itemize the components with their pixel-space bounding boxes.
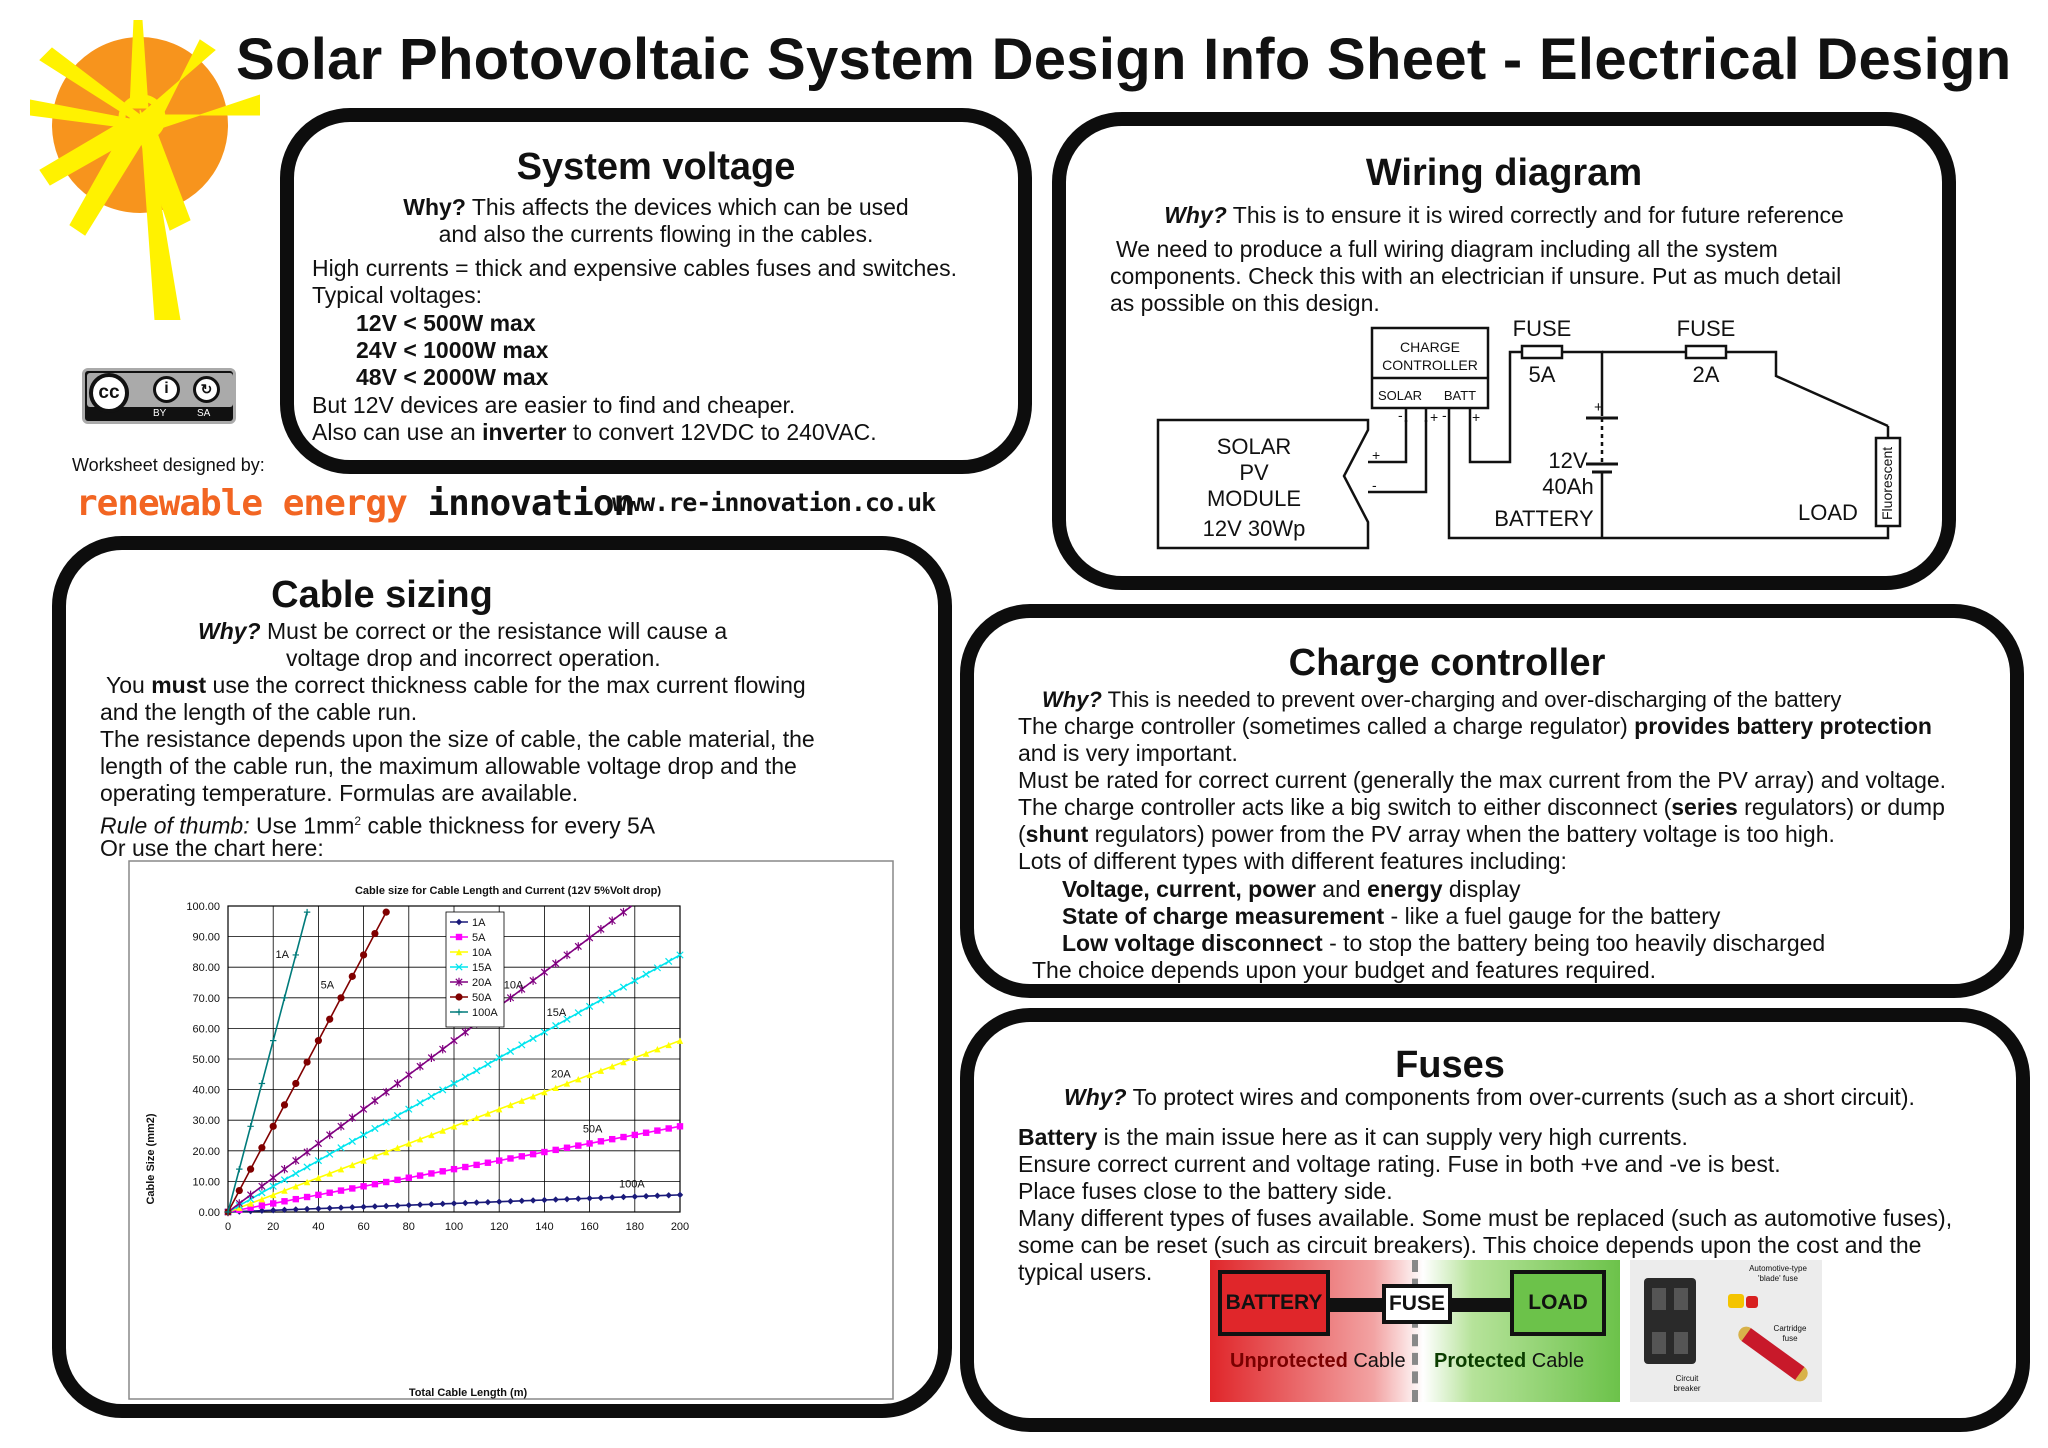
chart-point (598, 1138, 604, 1144)
fuse-placement-diagram (1210, 1260, 1620, 1402)
chart-point (270, 1123, 277, 1130)
chart-point (383, 909, 390, 916)
pv-label2: PV (1239, 460, 1269, 485)
chart-point (428, 1170, 434, 1176)
cable-res2: length of the cable run, the maximum allowable voltage drop and the (100, 753, 797, 779)
chart-point (371, 930, 378, 937)
cc-license-badge[interactable] (82, 368, 236, 424)
chart-xtick: 180 (625, 1221, 644, 1233)
chart-legend-label: 15A (472, 962, 492, 974)
voltage-48v: 48V < 2000W max (356, 364, 549, 390)
rule-of-thumb: Rule of thumb: Use $1mm^2$ cable thickness for every 5A (100, 812, 656, 839)
chart-annotation: 10A (503, 979, 524, 992)
cable-res3: operating temperature. Formulas are available. (100, 780, 579, 806)
chart-point (259, 1202, 265, 1208)
fuses-l1: Battery is the main issue here as it can supply very high currents. (1018, 1124, 1688, 1150)
chart-point (247, 1166, 254, 1173)
chart-point (632, 1132, 638, 1138)
chart-ytick: 90.00 (192, 931, 220, 944)
chart-xtick: 100 (444, 1221, 464, 1233)
fuses-l3: Place fuses close to the battery side. (1018, 1178, 1393, 1204)
chart-xtick: 40 (312, 1221, 325, 1233)
chart-ytick: 40.00 (192, 1084, 220, 1097)
cable-why: Why? Must be correct or the resistance will cause a (198, 618, 728, 644)
chart-xtick: 80 (402, 1221, 415, 1233)
feature-lvd: Low voltage disconnect - to stop the battery being too heavily discharged (1062, 930, 1826, 956)
pv-label4: 12V 30Wp (1202, 516, 1306, 541)
chart-point (455, 993, 462, 1000)
load-label: LOAD (1798, 500, 1858, 525)
chart-point (620, 1134, 626, 1140)
chart-point (383, 1179, 389, 1185)
chart-point (575, 1142, 581, 1148)
charge-l3: Must be rated for correct current (generally the max current from the PV array) and voltage. (1018, 767, 1947, 793)
wiring-line3: as possible on this design. (1110, 290, 1380, 316)
fuse2-rating: 2A (1692, 362, 1720, 387)
chart-point (406, 1175, 412, 1181)
chart-point (485, 1160, 491, 1166)
brand-name (76, 483, 634, 524)
cable-why2: voltage drop and incorrect operation. (286, 645, 661, 671)
feature-soc: State of charge measurement - like a fuel gauge for the battery (1062, 903, 1721, 929)
chart-legend-label: 100A (472, 1007, 498, 1019)
by-icon: i (153, 376, 180, 403)
chart-point (360, 951, 367, 958)
fuses-panel (960, 1008, 2030, 1432)
chart-point (473, 1162, 479, 1168)
system-voltage-why2: and also the currents flowing in the cables. (438, 221, 874, 247)
fuse1-label: FUSE (1512, 316, 1572, 341)
chart-legend-label: 20A (472, 977, 492, 989)
chart-point (519, 1153, 525, 1159)
chart-point (654, 1127, 660, 1133)
battery-voltage: 12V (1548, 448, 1588, 473)
charge-l2: and is very important. (1018, 740, 1238, 766)
chart-point (677, 1123, 683, 1129)
chart-point (315, 1037, 322, 1044)
chart-point (327, 1190, 333, 1196)
website-link[interactable]: www.re-innovation.co.uk (612, 488, 936, 517)
batt-terminal-label: BATT (1443, 388, 1477, 403)
circuit-breaker-caption: Circuit breaker (1673, 1374, 1701, 1393)
chart-point (236, 1187, 243, 1194)
pv-minus: - (1372, 477, 1377, 493)
protected-cable-label: Protected Cable (1434, 1350, 1585, 1372)
chart-xtick: 60 (357, 1221, 370, 1233)
chart-ytick: 0.00 (198, 1207, 220, 1219)
chart-ytick: 100.00 (186, 901, 220, 913)
solar-plus: + (1430, 409, 1439, 425)
chart-point (292, 1080, 299, 1087)
pv-label3: MODULE (1206, 486, 1302, 511)
batt-minus: - (1442, 407, 1447, 423)
chart-xtick: 120 (490, 1221, 509, 1233)
fuse2-label: FUSE (1676, 316, 1736, 341)
chart-point (541, 1149, 547, 1155)
chart-point (338, 1187, 344, 1193)
chart-point (462, 1164, 468, 1170)
typical-voltages-label: Typical voltages: (312, 282, 483, 308)
chart-ytick: 70.00 (192, 992, 220, 1005)
unprotected-cable-label: Unprotected Cable (1230, 1350, 1406, 1372)
cc-label1: CHARGE (1400, 339, 1460, 355)
but-12v-text: But 12V devices are easier to find and cheaper. (312, 392, 796, 418)
charge-panel (960, 604, 2024, 998)
chart-point (315, 1192, 321, 1198)
chart-point (326, 1016, 333, 1023)
solar-minus: - (1398, 407, 1403, 423)
chart-legend-label: 10A (472, 947, 492, 959)
chart-point (440, 1168, 446, 1174)
chart-ytick: 20.00 (192, 1145, 220, 1158)
chart-ytick: 10.00 (192, 1176, 220, 1189)
chart-point (643, 1130, 649, 1136)
chart-ytick: 80.00 (192, 962, 220, 975)
chart-point (666, 1125, 672, 1131)
chart-point (496, 1157, 502, 1163)
cable-must2: and the length of the cable run. (100, 699, 418, 725)
diagram-fuse-box: FUSE (1382, 1284, 1452, 1324)
chart-point (360, 1183, 366, 1189)
page-title: Solar Photovoltaic System Design Info Sheet - Electrical Design (236, 27, 2012, 92)
chart-point (507, 1155, 513, 1161)
chart-point (281, 1198, 287, 1204)
chart-point (586, 1140, 592, 1146)
chart-point (349, 973, 356, 980)
chart-annotation: 1A (275, 949, 289, 962)
wiring-diagram (1066, 126, 1946, 586)
diagram-battery-box: BATTERY (1218, 1270, 1330, 1336)
chart-xlabel: Total Cable Length (m) (408, 1387, 528, 1399)
chart-legend-label: 50A (472, 992, 492, 1004)
cc-label2: CONTROLLER (1382, 357, 1478, 373)
wiring-line2: components. Check this with an electrician if unsure. Put as much detail (1110, 263, 1842, 289)
by-label: BY (153, 408, 167, 419)
fuses-l2: Ensure correct current and voltage rating. Fuse in both +ve and -ve is best. (1018, 1151, 1781, 1177)
charge-l4: The charge controller acts like a big switch to either disconnect (series regulators) or dump (1018, 794, 1945, 820)
chart-ytick: 50.00 (192, 1054, 220, 1066)
blade-fuse-image-red (1746, 1296, 1758, 1308)
wiring-line1: We need to produce a full wiring diagram including all the system (1116, 236, 1778, 262)
chart-point (553, 1147, 559, 1153)
chart-annotation: 100A (618, 1178, 645, 1191)
chart-annotation: 50A (582, 1123, 603, 1136)
circuit-breaker-image (1644, 1278, 1696, 1364)
chart-legend-label: 5A (472, 932, 486, 944)
chart-ytick: 30.00 (192, 1115, 220, 1128)
chart-point (304, 1058, 311, 1065)
pv-plus: + (1372, 447, 1381, 463)
fluorescent-label: Fluorescent (1879, 446, 1895, 520)
chart-point (530, 1151, 536, 1157)
wiring-panel (1052, 112, 1956, 590)
fuses-l5: some can be reset (such as circuit breakers). This choice depends upon the cost and the (1018, 1232, 1922, 1258)
inverter-text: Also can use an inverter to convert 12VDC to 240VAC. (312, 419, 877, 445)
fuses-l6: typical users. (1018, 1259, 1153, 1285)
cable-res1: The resistance depends upon the size of cable, the cable material, the (100, 726, 815, 752)
chart-xtick: 20 (267, 1221, 280, 1233)
chart-ylabel: Cable Size (mm2) (145, 1113, 157, 1205)
cable-title: Cable sizing (271, 574, 493, 616)
cc-icon: cc (89, 373, 129, 413)
chart-ytick: 60.00 (192, 1023, 220, 1036)
chart-point (349, 1185, 355, 1191)
pv-label1: SOLAR (1216, 434, 1292, 459)
system-voltage-panel (280, 108, 1032, 474)
fuses-l4: Many different types of fuses available. Some must be replaced (such as automotive fuses), (1018, 1205, 1953, 1231)
fuse1-rating: 5A (1528, 362, 1556, 387)
charge-l6: Lots of different types with different features including: (1018, 848, 1567, 874)
system-voltage-title: System voltage (516, 146, 796, 188)
cable-size-chart (128, 860, 894, 1400)
chart-xtick: 140 (535, 1221, 554, 1233)
chart-annotation: 5A (320, 979, 335, 992)
fuse-5a-symbol (1522, 346, 1562, 358)
fuse-2a-symbol (1686, 346, 1726, 358)
chart-xtick: 160 (580, 1221, 599, 1233)
chart-point (270, 1200, 276, 1206)
high-currents-text: High currents = thick and expensive cables fuses and switches. (312, 255, 957, 281)
solar-terminal-label: SOLAR (1377, 388, 1423, 403)
chart-intro: Or use the chart here: (100, 835, 324, 861)
cartridge-fuse-caption: Cartridge fuse (1773, 1324, 1807, 1343)
chart-title: Cable size for Cable Length and Current (12V 5%Volt drop) (354, 885, 662, 897)
chart-point (609, 1136, 615, 1142)
charge-l1: The charge controller (sometimes called a charge regulator) provides battery protection (1018, 713, 1932, 739)
chart-legend-label: 1A (472, 917, 486, 929)
chart-annotation: 15A (546, 1007, 567, 1020)
sa-label: SA (197, 408, 211, 419)
chart-xtick: 0 (224, 1221, 232, 1233)
wiring-title: Wiring diagram (1365, 152, 1643, 194)
cable-must: You must use the correct thickness cable for the max current flowing (106, 672, 806, 698)
fuses-why: Why? To protect wires and components from over-currents (such as a short circuit). (1064, 1084, 1915, 1110)
voltage-24v: 24V < 1000W max (356, 337, 549, 363)
chart-point (451, 1166, 457, 1172)
battery-plus: + (1594, 399, 1603, 416)
blade-fuse-caption: Automotive-type 'blade' fuse (1749, 1264, 1807, 1283)
blade-fuse-image (1728, 1294, 1744, 1308)
chart-point (564, 1145, 570, 1151)
chart-point (372, 1181, 378, 1187)
sun-logo (30, 20, 260, 320)
chart-point (456, 934, 462, 940)
batt-plus: + (1472, 409, 1481, 425)
charge-title: Charge controller (1288, 642, 1606, 684)
battery-label: BATTERY (1494, 506, 1594, 531)
charge-why: Why? This is needed to prevent over-charging and over-discharging of the battery (1042, 687, 1842, 712)
cable-panel (52, 536, 952, 1418)
chart-point (281, 1101, 288, 1108)
chart-annotation: 20A (551, 1068, 571, 1081)
designed-by-label: Worksheet designed by: (72, 455, 265, 475)
chart-point (258, 1144, 265, 1151)
brand-renewable: renewable energy (76, 483, 407, 524)
chart-point (304, 1194, 310, 1200)
brand-innovation: innovation (427, 483, 635, 524)
chart-point (417, 1172, 423, 1178)
battery-capacity: 40Ah (1542, 474, 1594, 499)
wiring-why: Why? This is to ensure it is wired correctly and for future reference (1164, 202, 1844, 228)
chart-point (394, 1177, 400, 1183)
voltage-12v: 12V < 500W max (356, 310, 536, 336)
charge-l7: The choice depends upon your budget and features required. (1032, 957, 1656, 983)
charge-l5: (shunt regulators) power from the PV array when the battery voltage is too high. (1018, 821, 1835, 847)
fuses-title: Fuses (1395, 1044, 1505, 1086)
chart-point (337, 994, 344, 1001)
diagram-load-box: LOAD (1510, 1270, 1606, 1336)
fuse-types-photo (1630, 1260, 1822, 1402)
feature-display: Voltage, current, power and energy display (1062, 876, 1521, 902)
chart-point (293, 1196, 299, 1202)
sa-icon: ↻ (193, 376, 220, 403)
system-voltage-why: Why? This affects the devices which can be used (403, 194, 909, 220)
chart-xtick: 200 (670, 1221, 690, 1233)
